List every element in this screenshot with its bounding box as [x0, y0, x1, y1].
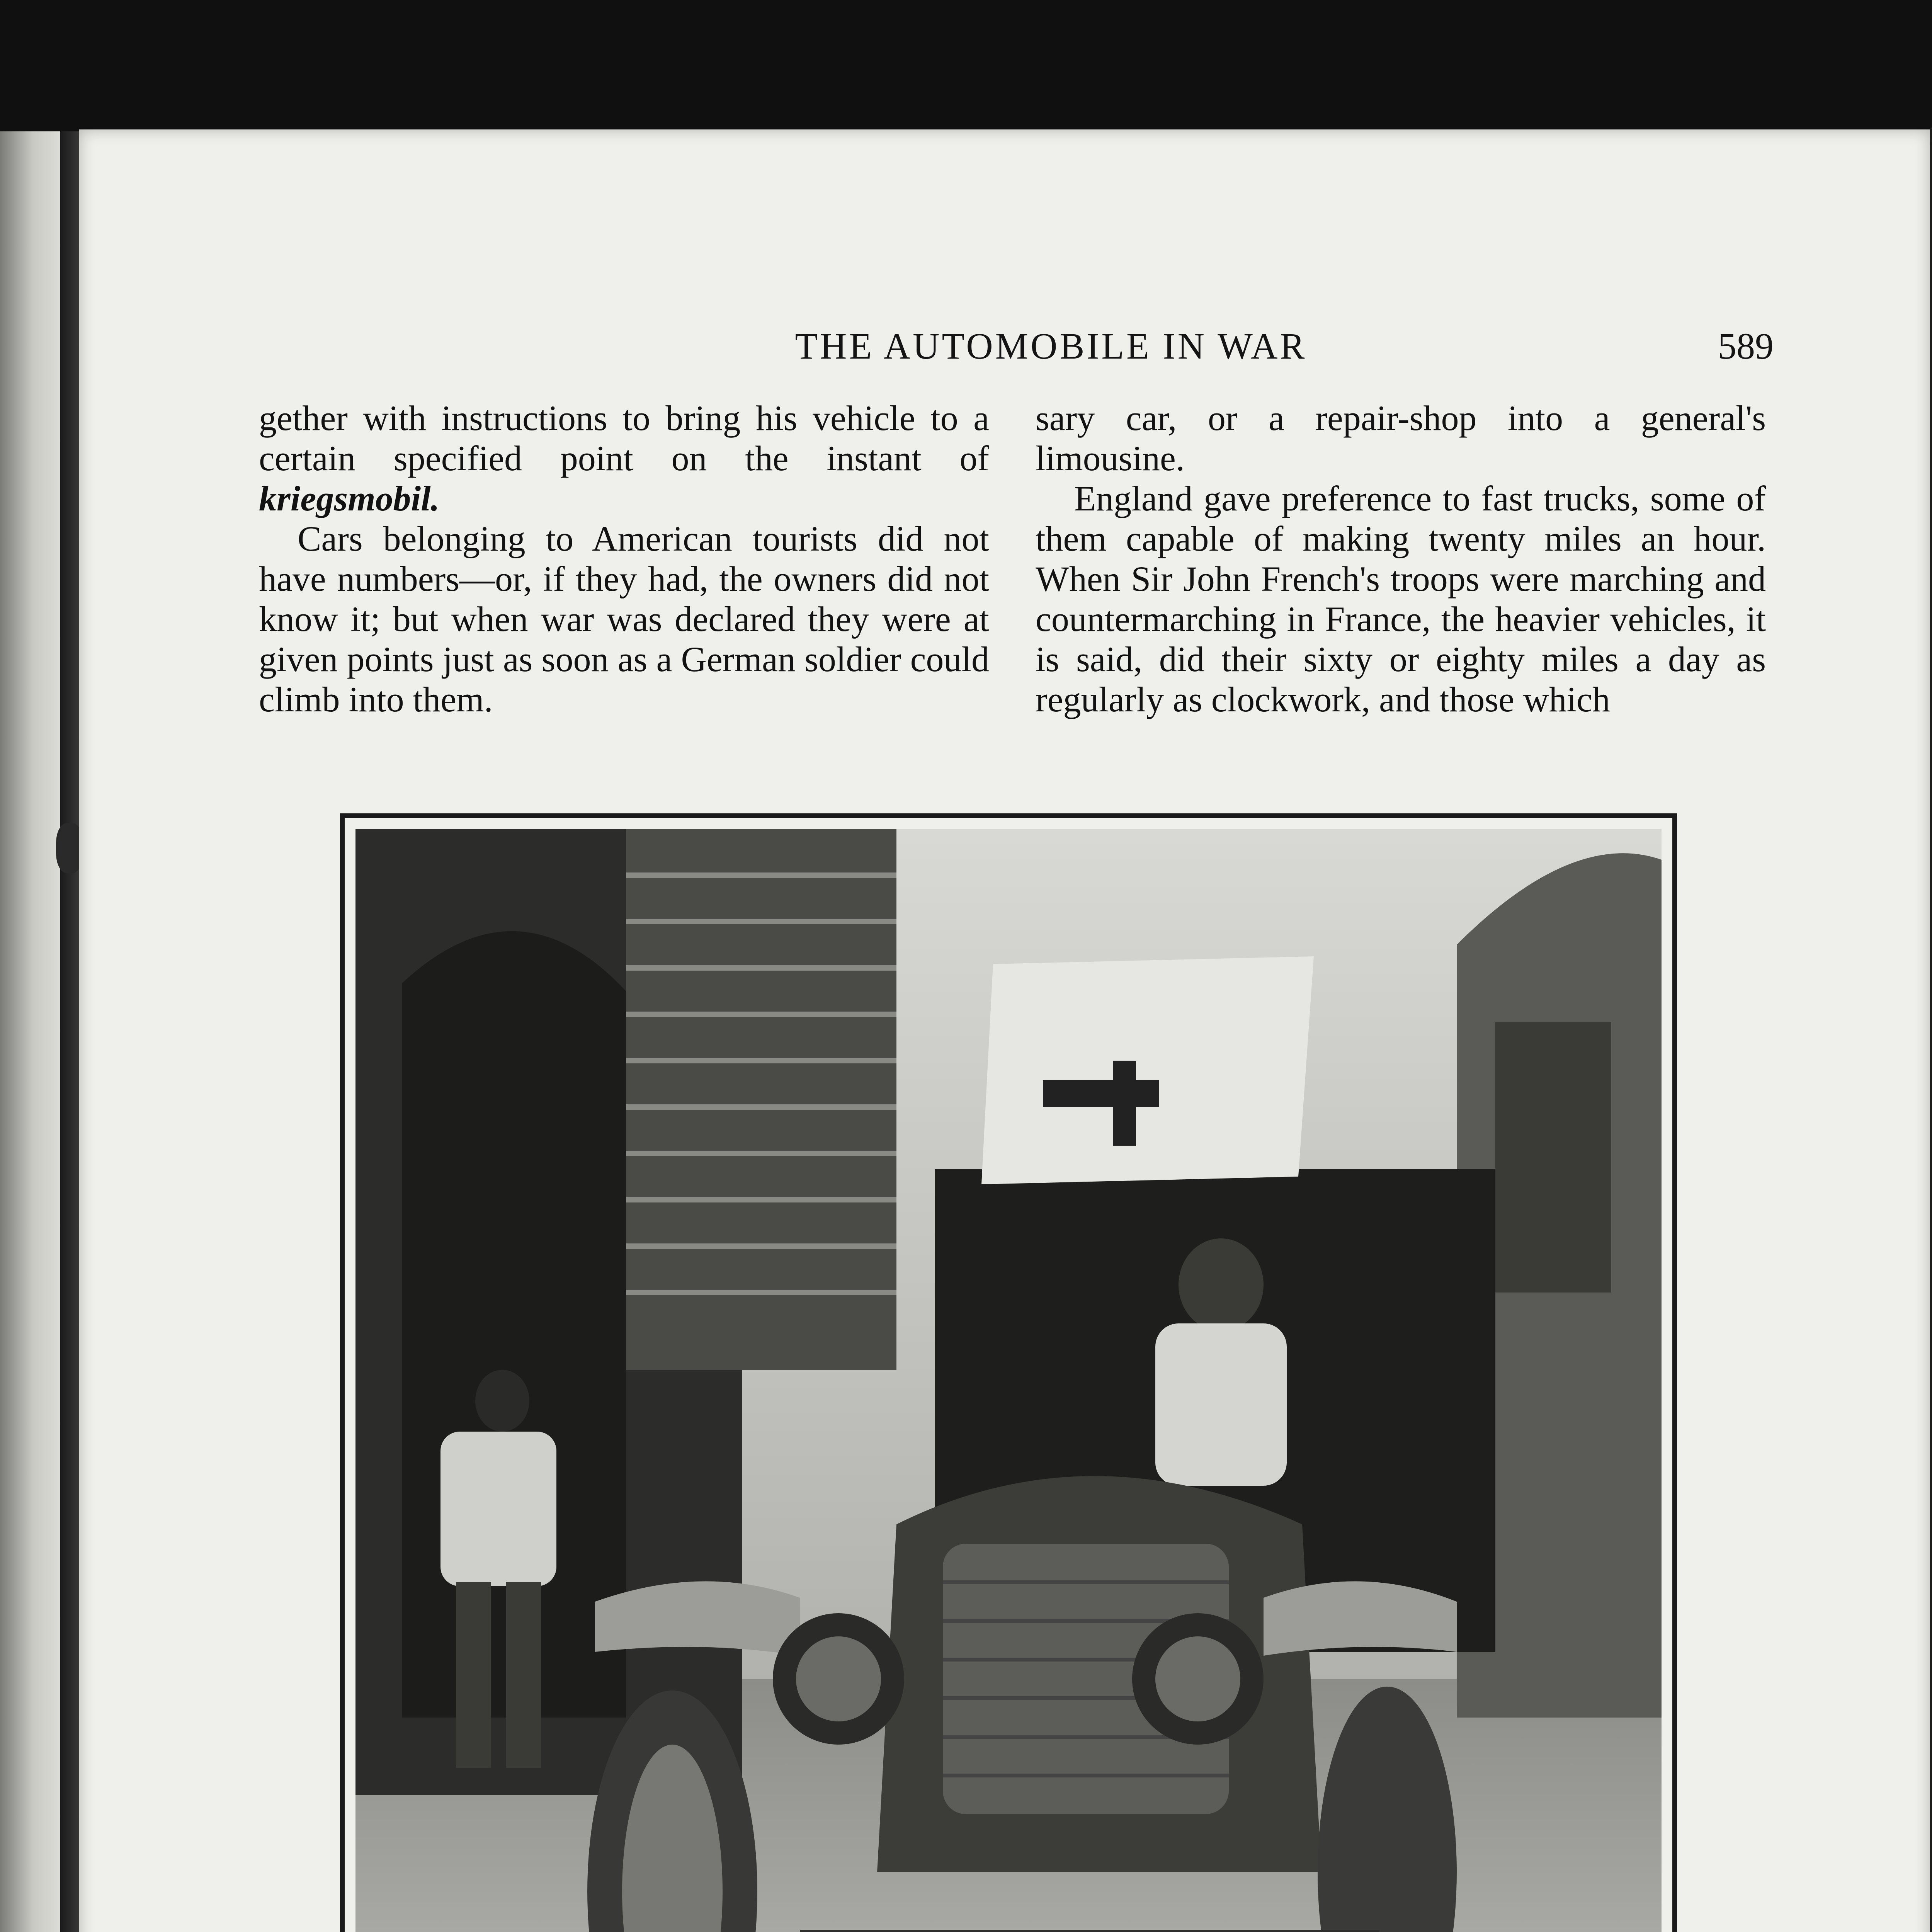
column-top-left — [259, 398, 989, 719]
right-binding-edge — [1930, 128, 1932, 1932]
photograph-motor-car — [355, 829, 1662, 1932]
paragraph — [259, 398, 989, 519]
paragraph: Cars belonging to American tourists did not have numbers—or, if they had, the owners did not know it; but when war was declared they were at given points just as soon as a German soldier could climb into them. — [259, 519, 989, 719]
paragraph: sary car, or a repair-shop into a general's limousine. — [1036, 398, 1766, 478]
page-number: 589 — [1718, 325, 1774, 367]
left-page-edge — [0, 131, 60, 1932]
paragraph: England gave preference to fast trucks, some of them capable of making twenty miles an hour. When Sir John French's troops were marching and countermarching in France, the heavier vehicles, it is said, did their sixty or eighty miles a day as regularly as clockwork, and those which — [1036, 479, 1766, 719]
running-title: THE AUTOMOBILE IN WAR — [795, 325, 1307, 367]
gutter-shadow — [60, 131, 81, 1932]
paragraph-text: gether with instructions to bring his vehicle to a certain specified point on the instant of — [259, 398, 989, 478]
italic-term: kriegsmobil. — [259, 479, 440, 518]
column-top-right — [1036, 398, 1766, 719]
